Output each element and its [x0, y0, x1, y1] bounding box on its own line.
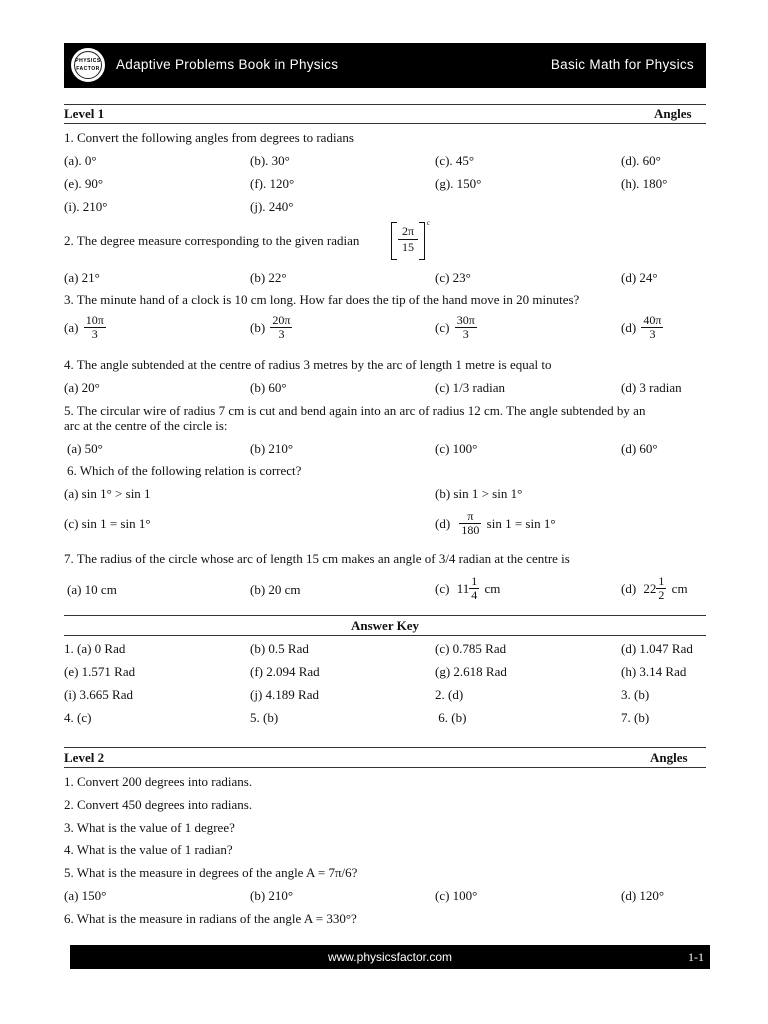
radian-superscript: c — [426, 219, 430, 227]
answer: 3. (b) — [621, 687, 650, 702]
question-2: 2. The degree measure corresponding to the given radian — [64, 233, 360, 248]
question-5-line1: 5. The circular wire of radius 7 cm is cut and bend again into an arc of radius 12 cm. The angle subtended by an — [64, 403, 646, 418]
option: (b) sin 1 > sin 1° — [435, 486, 523, 501]
answer: 4. (c) — [64, 710, 92, 725]
option: (d) 3 radian — [621, 380, 682, 395]
option: (g). 150° — [435, 176, 482, 191]
level1-label: Level 1 — [64, 106, 105, 121]
option: (a) 21° — [64, 270, 100, 285]
answer: 1. (a) 0 Rad — [64, 641, 126, 656]
level2-question: 4. What is the value of 1 radian? — [64, 842, 233, 857]
option: (c) sin 1 = sin 1° — [64, 516, 151, 531]
option: (c) $\frac{30\pi}{3}$ — [435, 313, 475, 341]
divider — [64, 123, 706, 124]
book-title: Adaptive Problems Book in Physics — [116, 57, 339, 72]
divider — [64, 767, 706, 768]
option: (a) 50° — [67, 441, 103, 456]
option: (d) 24° — [621, 270, 658, 285]
answer: (e) 1.571 Rad — [64, 664, 136, 679]
question-1: 1. Convert the following angles from degrees to radians — [64, 130, 354, 145]
divider — [64, 747, 706, 748]
option: (d) 120° — [621, 888, 665, 903]
option: (h). 180° — [621, 176, 668, 191]
question-5-line2: arc at the centre of the circle is: — [64, 418, 228, 433]
level2-label: Level 2 — [64, 750, 105, 765]
question-4: 4. The angle subtended at the centre of radius 3 metres by the arc of length 1 metre is equal to — [64, 357, 552, 372]
option: (f). 120° — [250, 176, 295, 191]
footer-url[interactable]: www.physicsfactor.com — [327, 950, 453, 964]
option: (c) 1/3 radian — [435, 380, 506, 395]
option: (d) 60° — [621, 441, 658, 456]
option: (a) 20° — [64, 380, 100, 395]
option: (d) 22 $\frac{1}{2}$ cm — [621, 574, 688, 602]
option: (a). 0° — [64, 153, 97, 168]
level2-question: 6. What is the measure in radians of the angle A = 330°? — [64, 911, 357, 926]
level2-topic: Angles — [650, 750, 688, 765]
level2-question: 3. What is the value of 1 degree? — [64, 820, 235, 835]
radian-bracket — [391, 219, 430, 260]
answer: (j) 4.189 Rad — [250, 687, 319, 702]
option: (i). 210° — [64, 199, 108, 214]
answer-key-title: Answer Key — [350, 618, 419, 633]
answer: (h) 3.14 Rad — [621, 664, 687, 679]
page-number: 1-1 — [688, 950, 704, 964]
option: (d) $\frac{\pi}{180}$ sin 1 = sin 1° — [435, 509, 556, 537]
level2-question: 5. What is the measure in degrees of the angle A = 7π/6? — [64, 865, 358, 880]
option: (b). 30° — [250, 153, 290, 168]
option: (a) 10 cm — [67, 582, 117, 597]
option: (c). 45° — [435, 153, 475, 168]
option: (c) 11 $\frac{1}{4}$ cm — [435, 574, 501, 602]
answer: (d) 1.047 Rad — [621, 641, 693, 656]
question-3: 3. The minute hand of a clock is 10 cm long. How far does the tip of the hand move in 20 minutes? — [64, 292, 580, 307]
option: (d) $\frac{40\pi}{3}$ — [621, 313, 662, 341]
answer: 7. (b) — [621, 710, 650, 725]
option: (b) $\frac{20\pi}{3}$ — [250, 313, 291, 341]
option: (b) 210° — [250, 441, 294, 456]
fraction-denominator: 15 — [402, 240, 414, 254]
divider — [64, 104, 706, 105]
answer: 5. (b) — [250, 710, 279, 725]
answer: 2. (d) — [435, 687, 464, 702]
option: (e). 90° — [64, 176, 104, 191]
logo-text-top: PHYSICS — [75, 58, 101, 64]
level2-question: 2. Convert 450 degrees into radians. — [64, 797, 253, 812]
question-7: 7. The radius of the circle whose arc of length 15 cm makes an angle of 3/4 radian at the centre is — [64, 551, 570, 566]
fraction-numerator: 2π — [398, 224, 418, 240]
answer: (c) 0.785 Rad — [435, 641, 507, 656]
option: (a) $\frac{10\pi}{3}$ — [64, 313, 104, 341]
logo-text-bottom: FACTOR — [76, 66, 100, 72]
page-footer — [70, 945, 710, 969]
option: (c) 100° — [435, 888, 478, 903]
physics-factor-logo — [69, 46, 107, 84]
chapter-title: Basic Math for Physics — [550, 57, 694, 72]
level1-topic: Angles — [654, 106, 692, 121]
question-6: 6. Which of the following relation is correct? — [67, 463, 302, 478]
answer: (f) 2.094 Rad — [250, 664, 320, 679]
option: (j). 240° — [250, 199, 294, 214]
option: (a) 150° — [64, 888, 107, 903]
answer: (b) 0.5 Rad — [250, 641, 309, 656]
option: (c) 23° — [435, 270, 471, 285]
answer: 6. (b) — [435, 710, 467, 725]
answer: (i) 3.665 Rad — [64, 687, 133, 702]
option: (a) sin 1° > sin 1 — [64, 486, 151, 501]
option: (d). 60° — [621, 153, 661, 168]
level2-question: 1. Convert 200 degrees into radians. — [64, 774, 253, 789]
option: (b) 210° — [250, 888, 294, 903]
option: (b) 20 cm — [250, 582, 301, 597]
divider — [64, 635, 706, 636]
option: (b) 60° — [250, 380, 287, 395]
page-header — [64, 43, 706, 88]
divider — [64, 615, 706, 616]
answer: (g) 2.618 Rad — [435, 664, 507, 679]
option: (b) 22° — [250, 270, 287, 285]
option: (c) 100° — [435, 441, 478, 456]
